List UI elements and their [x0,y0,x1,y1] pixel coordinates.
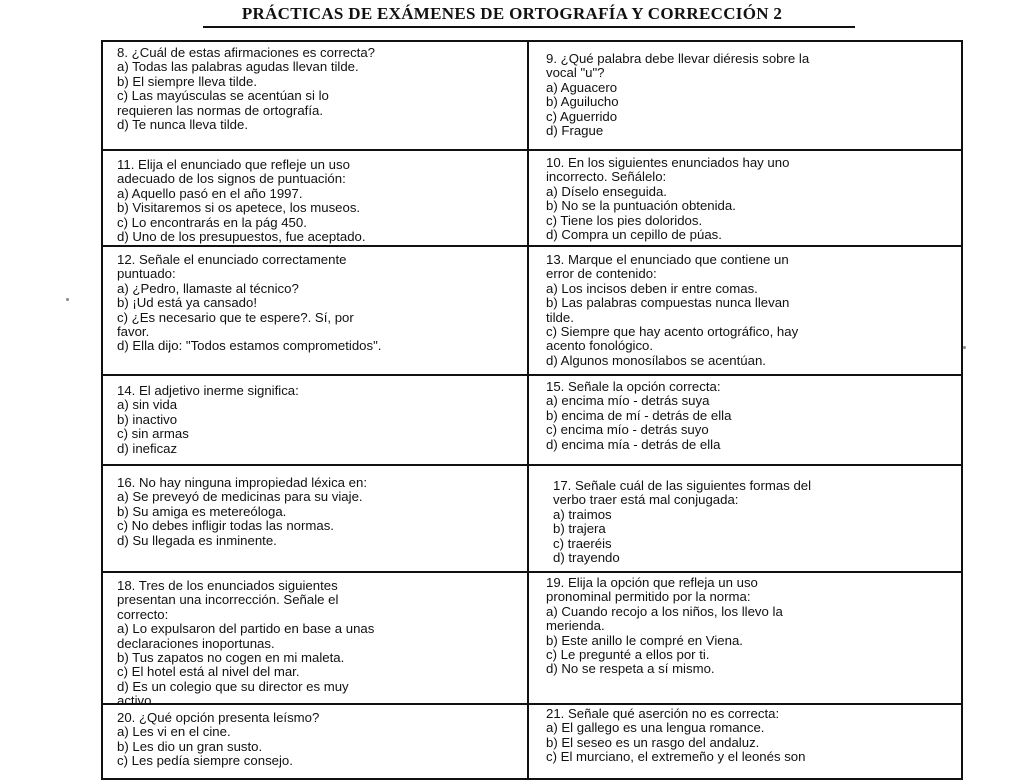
question-line: adecuado de los signos de puntuación: [117,171,346,187]
question-line: 15. Señale la opción correcta: [546,379,721,394]
question-15 [546,380,731,452]
question-option: a) Lo expulsaron del partido en base a unas [117,621,375,637]
question-option: c) Siempre que hay acento ortográfico, hay [546,324,799,340]
row-divider [101,374,963,376]
question-option: d) Te nunca lleva tilde. [117,117,248,133]
question-line: verbo traer está mal conjugada: [553,492,739,508]
question-line: correcto: [117,606,169,622]
row-divider [101,149,963,151]
question-line: 21. Señale qué aserción no es correcta: [546,706,780,721]
question-18 [117,579,374,709]
question-option: c) Le pregunté a ellos por ti. [546,647,710,663]
question-option: b) encima de mí - detrás de ella [546,407,732,423]
question-line: 8. ¿Cuál de estas afirmaciones es correcta? [117,45,376,60]
title-underline [203,26,855,28]
question-option: c) Lo encontrarás en la pág 450. [117,214,307,230]
question-option: a) ¿Pedro, llamaste al técnico? [117,280,299,296]
question-option: activo. [117,693,156,709]
question-option: a) Aquello pasó en el año 1997. [117,185,303,201]
question-14 [117,384,299,456]
question-option: a) El gallego es una lengua romance. [546,720,765,736]
question-10 [546,156,789,242]
question-option: a) Aguacero [546,79,618,95]
question-option: b) ¡Ud está ya cansado! [117,295,258,311]
row-divider [101,571,963,573]
question-option: b) trajera [553,521,606,537]
question-option: d) Ella dijo: "Todos estamos comprometidos". [117,338,382,354]
question-line: 17. Señale cuál de las siguientes formas del [553,478,812,493]
question-option: c) El hotel está al nivel del mar. [117,664,300,680]
question-option: d) Compra un cepillo de púas. [546,227,722,243]
scan-speck [66,298,69,301]
question-option: b) Este anillo le compré en Viena. [546,632,743,648]
question-option: c) ¿Es necesario que te espere?. Sí, por [117,309,354,325]
question-line: vocal "u"? [546,65,605,81]
question-line: 16. No hay ninguna impropiedad léxica en: [117,475,367,490]
question-option: d) Es un colegio que su director es muy [117,678,349,694]
question-option: b) Tus zapatos no cogen en mi maleta. [117,650,345,666]
question-option: b) Su amiga es metereóloga. [117,503,287,519]
question-19 [546,576,783,677]
question-option: b) El seseo es un rasgo del andaluz. [546,734,760,750]
question-option: b) inactivo [117,411,178,427]
question-11 [117,158,366,244]
question-option: a) Los incisos deben ir entre comas. [546,280,758,296]
question-option: c) Les pedía siempre consejo. [117,753,293,769]
question-option: c) traeréis [553,535,612,551]
question-option: d) ineficaz [117,440,178,456]
question-9 [546,52,809,138]
question-option: a) sin vida [117,397,178,413]
question-option: c) sin armas [117,426,189,442]
question-option: d) trayendo [553,550,620,566]
question-line: pronominal permitido por la norma: [546,589,751,605]
question-line: incorrecto. Señálelo: [546,169,667,185]
question-option: c) Aguerrido [546,108,618,124]
question-option: b) Aguilucho [546,94,619,110]
row-divider [101,464,963,466]
question-line: 11. Elija el enunciado que refleje un uso [117,157,350,172]
question-line: 18. Tres de los enunciados siguientes [117,578,338,593]
question-option: b) Las palabras compuestas nunca llevan [546,295,790,311]
scan-speck [963,346,966,349]
question-option: c) Las mayúsculas se acentúan si lo [117,88,329,104]
question-line: 19. Elija la opción que refleja un uso [546,575,758,590]
row-divider [101,245,963,247]
question-option: c) encima mío - detrás suyo [546,422,709,438]
question-option: a) Se preveyó de medicinas para su viaje. [117,489,363,505]
question-option: d) No se respeta a sí mismo. [546,661,715,677]
question-line: 12. Señale el enunciado correctamente [117,252,347,267]
question-line: error de contenido: [546,266,657,282]
question-line: 20. ¿Qué opción presenta leísmo? [117,710,320,725]
question-option: a) Díselo enseguida. [546,183,667,199]
question-line: 14. El adjetivo inerme significa: [117,383,299,398]
question-option: d) Su llegada es inminente. [117,532,277,548]
question-option: favor. [117,324,150,340]
question-16 [117,476,367,548]
column-divider [527,40,529,780]
question-option: requieren las normas de ortografía. [117,102,323,118]
question-option: b) No se la puntuación obtenida. [546,198,736,214]
question-option: a) Cuando recojo a los niños, los llevo la [546,603,783,619]
question-option: b) Les dio un gran susto. [117,738,263,754]
question-21 [546,707,805,765]
question-17 [553,479,811,565]
question-option: d) Algunos monosílabos se acentúan. [546,352,766,368]
question-option: b) Visitaremos si os apetece, los museos. [117,200,361,216]
question-line: 10. En los siguientes enunciados hay uno [546,155,790,170]
question-option: c) El murciano, el extremeño y el leonés son [546,749,806,765]
question-option: declaraciones inoportunas. [117,635,275,651]
question-line: presentan una incorrección. Señale el [117,592,339,608]
question-option: d) Uno de los presupuestos, fue aceptado. [117,229,366,245]
question-option: acento fonológico. [546,338,654,354]
question-option: a) encima mío - detrás suya [546,393,710,409]
question-20 [117,711,319,769]
question-13 [546,253,798,368]
question-8 [117,46,375,132]
question-option: merienda. [546,618,605,634]
question-option: b) El siempre lleva tilde. [117,73,257,89]
question-12 [117,253,381,354]
question-option: tilde. [546,309,574,325]
question-line: 9. ¿Qué palabra debe llevar diéresis sobre la [546,51,810,66]
question-option: a) Les vi en el cine. [117,724,231,740]
question-option: d) Frague [546,123,604,139]
question-line: 13. Marque el enunciado que contiene un [546,252,789,267]
question-option: a) traimos [553,506,612,522]
question-option: d) encima mía - detrás de ella [546,436,721,452]
page-title: PRÁCTICAS DE EXÁMENES DE ORTOGRAFÍA Y CORRECCIÓN 2 [241,4,783,23]
question-option: c) No debes infligir todas las normas. [117,518,334,534]
question-option: c) Tiene los pies doloridos. [546,212,703,228]
question-line: puntuado: [117,266,176,282]
question-option: a) Todas las palabras agudas llevan tilde. [117,59,359,75]
